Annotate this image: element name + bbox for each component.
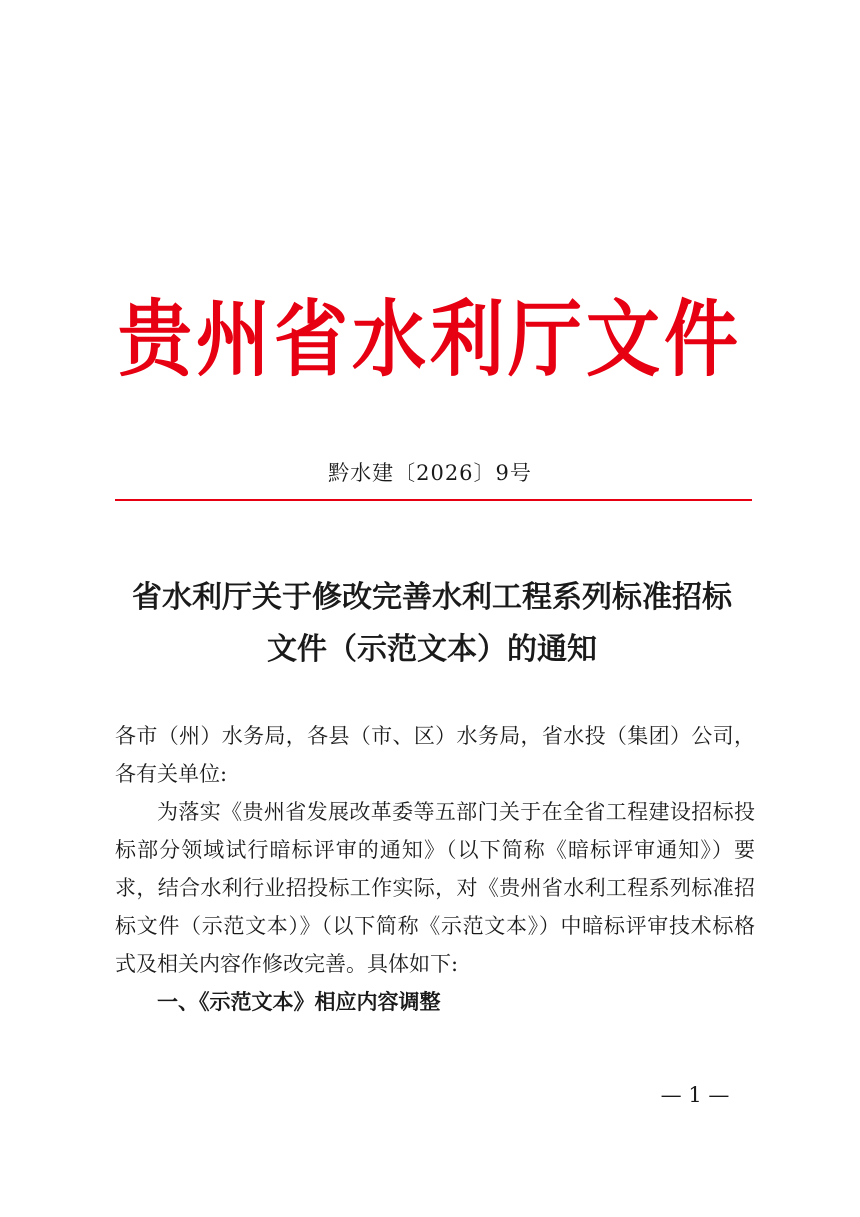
- document-number: 黔水建〔2026〕9号: [328, 461, 532, 485]
- addressees: 各市（州）水务局，各县（市、区）水务局，省水投（集团）公司，各有关单位:: [115, 724, 755, 786]
- issuer-banner: 贵州省水利厅文件: [118, 291, 742, 389]
- title-line-1: 省水利厅关于修改完善水利工程系列标准招标: [132, 580, 732, 615]
- document-title: [110, 572, 754, 676]
- page-number: — 1 —: [660, 1083, 730, 1107]
- document-body: [115, 717, 755, 1021]
- red-divider: [115, 499, 752, 501]
- body-paragraph: 为落实《贵州省发展改革委等五部门关于在全省工程建设招标投标部分领域试行暗标评审的通知》（以下简称《暗标评审通知》）要求，结合水利行业招投标工作实际，对《贵州省水利工程系列标准招标文件（示范文本）》（以下简称《示范文本》）中暗标评审技术标格式及相关内容作修改完善。具体如下:: [115, 800, 755, 976]
- section-heading: 一、《示范文本》相应内容调整: [157, 990, 441, 1014]
- title-line-2: 文件（示范文本）的通知: [267, 632, 597, 667]
